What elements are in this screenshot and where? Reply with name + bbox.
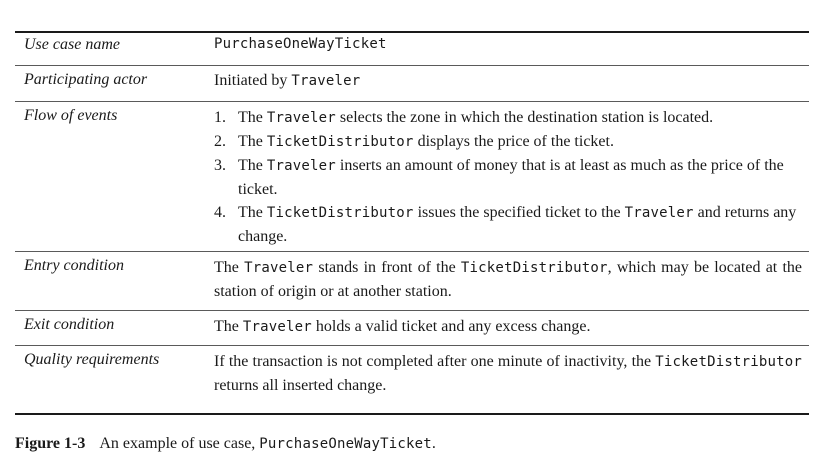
exit-text: holds a valid ticket and any excess change. [311, 318, 591, 335]
flow-of-events-label: Flow of events [24, 107, 118, 124]
use-case-name-value: PurchaseOneWayTicket [214, 36, 387, 52]
caption-end: . [431, 435, 436, 452]
step-text: displays the price of the ticket. [413, 133, 614, 150]
step-number: 2. [214, 133, 226, 150]
row-divider [15, 345, 809, 346]
row-divider [15, 101, 809, 102]
step-text: The [238, 109, 267, 126]
entry-condition-value [214, 256, 802, 303]
participating-actor-label: Participating actor [24, 71, 148, 88]
caption-code: PurchaseOneWayTicket [259, 436, 432, 452]
entry-code: Traveler [244, 260, 314, 276]
quality-code: TicketDistributor [655, 354, 802, 370]
entry-condition-label: Entry condition [24, 257, 124, 274]
step-code: TicketDistributor [266, 205, 414, 221]
exit-text: The [214, 318, 243, 335]
step-number: 4. [214, 204, 226, 221]
step-number: 3. [214, 157, 226, 174]
entry-text: stands in front of the [313, 259, 461, 276]
step-text: issues the specified ticket to the [413, 204, 625, 221]
step-text: The [238, 157, 267, 174]
step-text: The [238, 204, 267, 221]
use-case-name-label: Use case name [24, 36, 120, 53]
actor-intro-text: Initiated by [214, 72, 292, 89]
exit-code: Traveler [242, 319, 312, 335]
step-code: TicketDistributor [266, 134, 414, 150]
row-divider [15, 251, 809, 252]
quality-requirements-label: Quality requirements [24, 351, 160, 368]
exit-condition-value [214, 315, 802, 339]
quality-text: returns all inserted change. [214, 377, 387, 394]
step-code: Traveler [266, 110, 336, 126]
entry-code: TicketDistributor [460, 260, 608, 276]
exit-condition-label: Exit condition [24, 316, 115, 333]
figure-caption [15, 433, 436, 455]
caption-text: An example of use case, [99, 435, 260, 452]
flow-steps-list [214, 106, 802, 248]
participating-actor-value [214, 69, 802, 93]
entry-text: , which may be located at the station of origin or at another station. [214, 259, 803, 300]
step-text: selects the zone in which the destination station is located. [335, 109, 714, 126]
step-code: Traveler [624, 205, 694, 221]
step-number: 1. [214, 109, 226, 126]
row-divider [15, 310, 809, 311]
flow-step [214, 106, 802, 130]
entry-text: The [214, 259, 245, 276]
row-divider [15, 65, 809, 66]
table-bottom-rule [15, 413, 809, 415]
figure-label: Figure 1-3 [15, 435, 86, 452]
actor-name: Traveler [291, 73, 361, 89]
flow-step [214, 130, 802, 154]
step-text: and returns any change. [238, 204, 797, 245]
flow-step [214, 201, 802, 248]
step-code: Traveler [266, 158, 336, 174]
step-text: The [238, 133, 267, 150]
step-text: inserts an amount of money that is at least as much as the price of the ticket. [238, 157, 784, 198]
quality-requirements-value [214, 350, 802, 397]
flow-step [214, 154, 802, 201]
quality-text: If the transaction is not completed after one minute of inactivity, the [214, 353, 656, 370]
